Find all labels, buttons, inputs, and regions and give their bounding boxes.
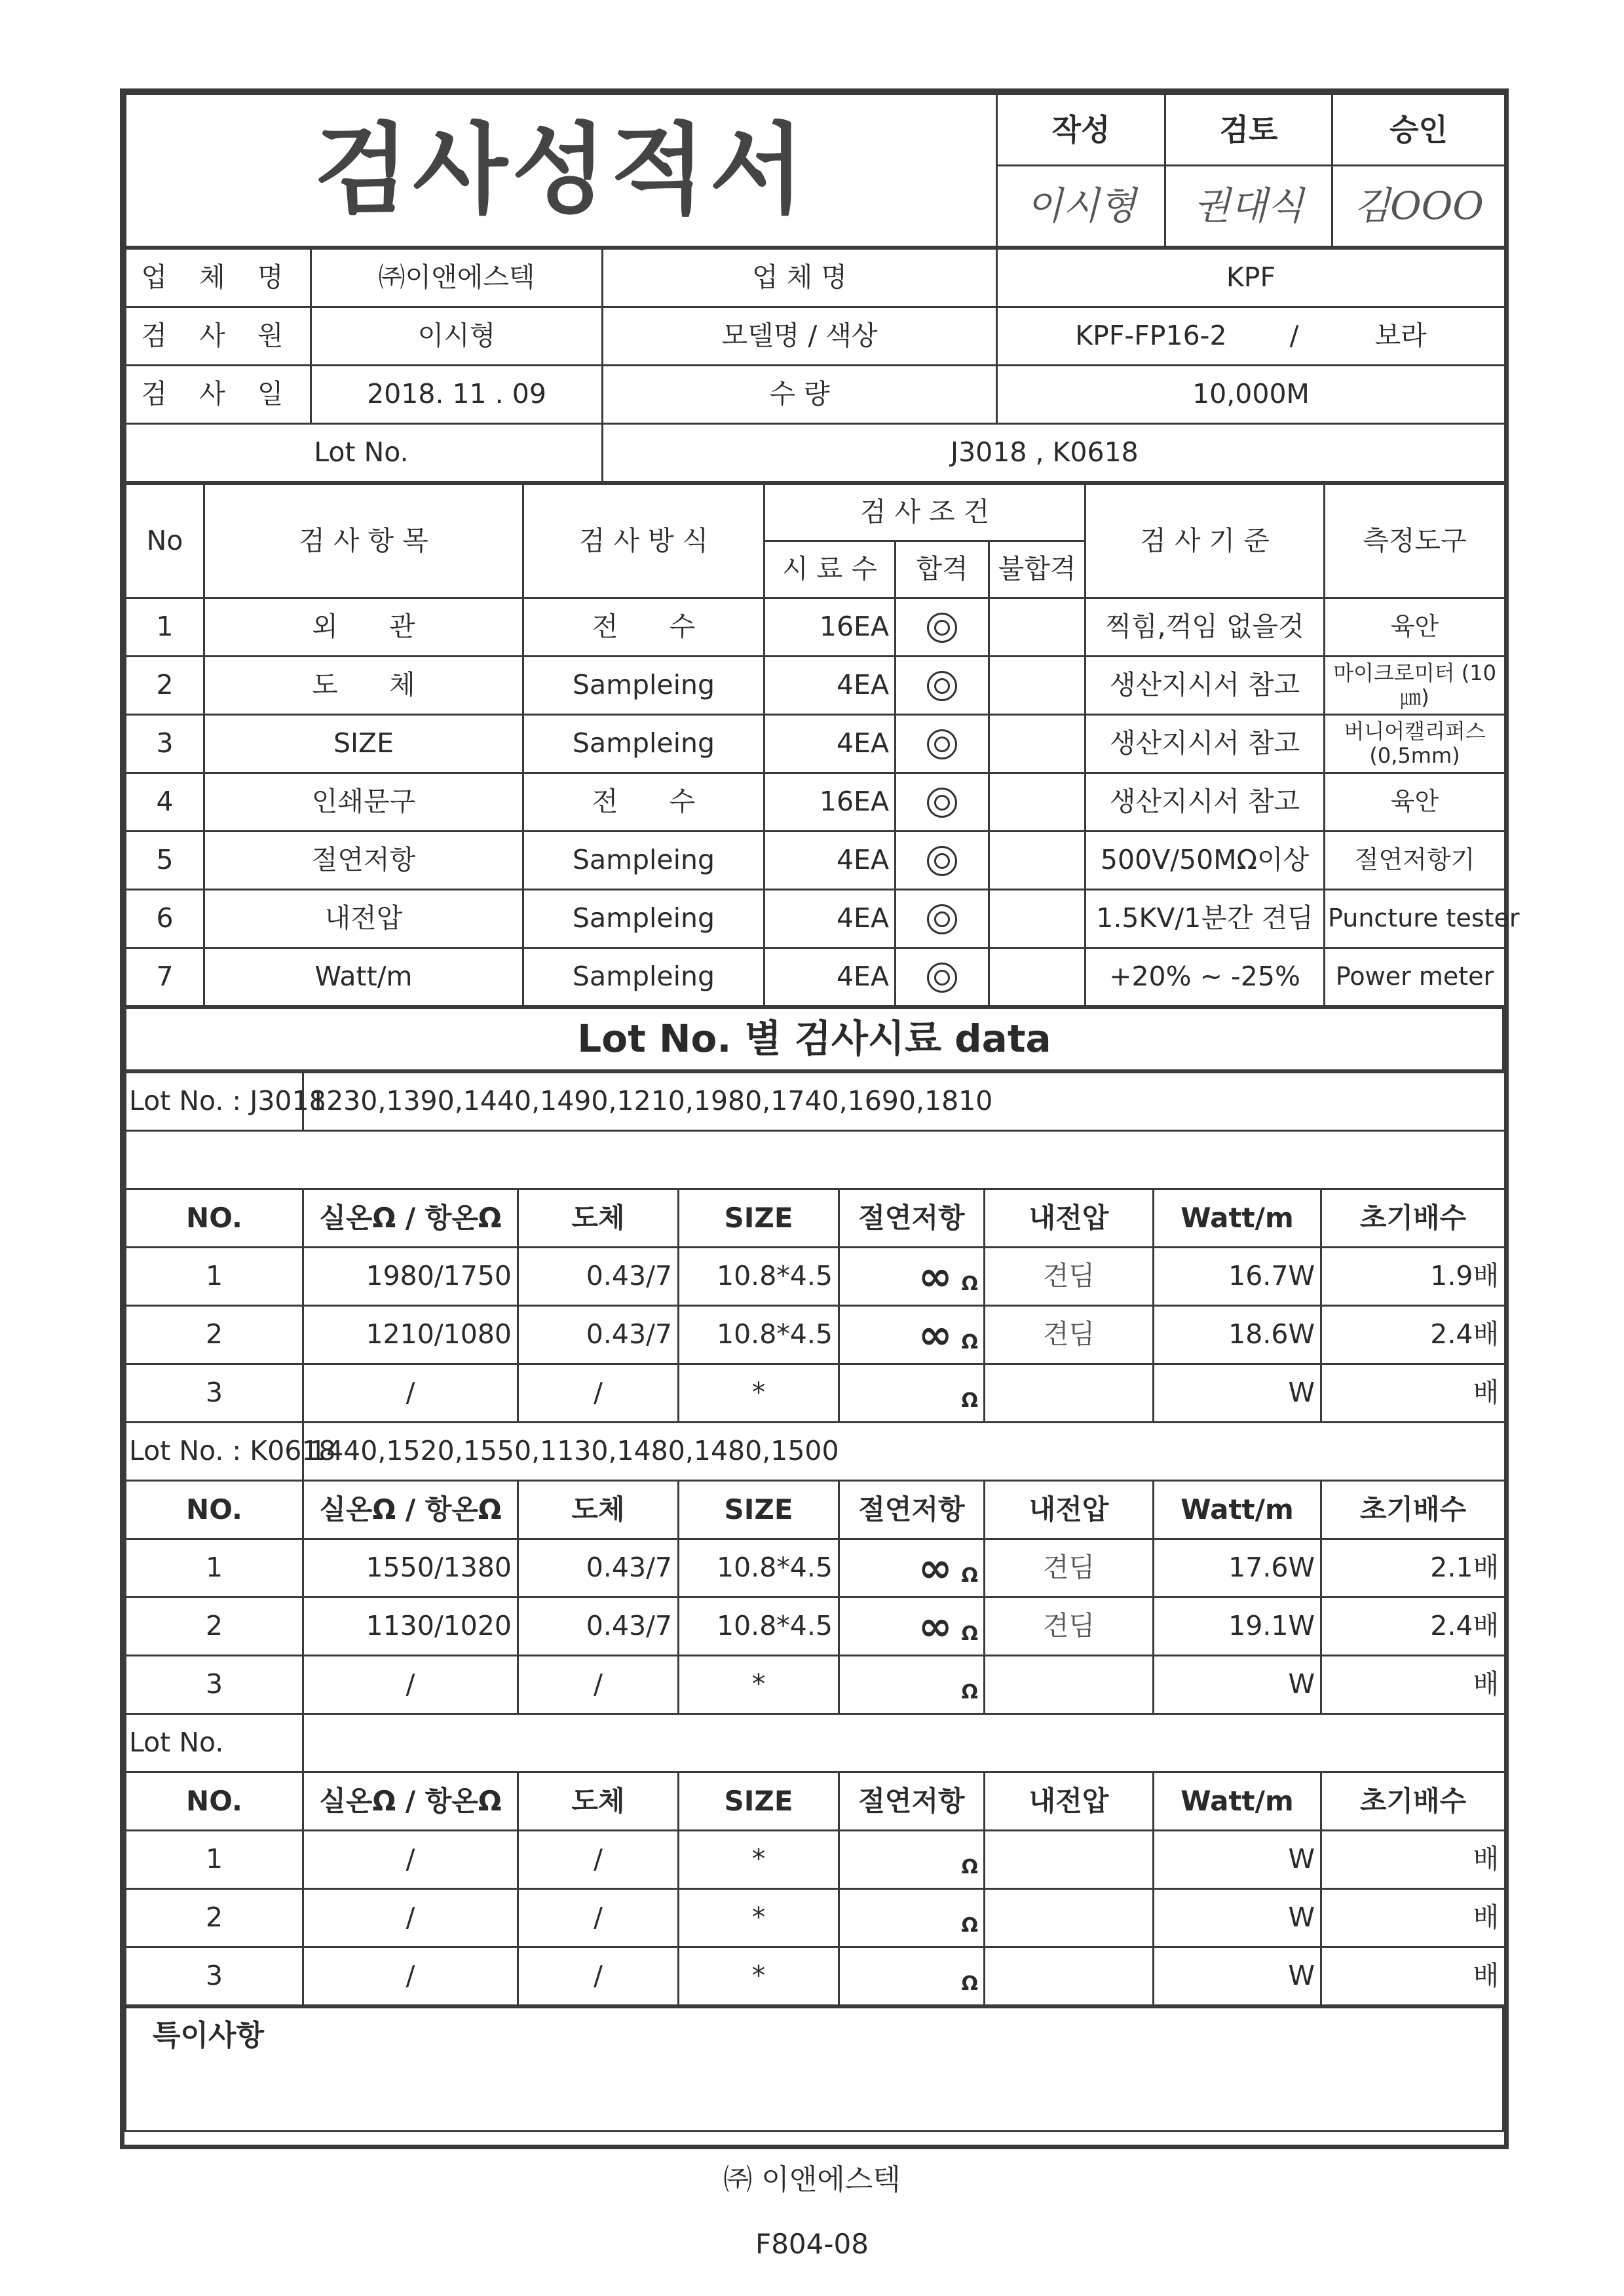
- header-watt: Watt/m: [1154, 1772, 1321, 1831]
- data-header-row: [126, 1772, 1505, 1831]
- info-table: [124, 248, 1506, 483]
- data-size: *: [679, 1889, 839, 1947]
- inspection-row: [126, 773, 1505, 832]
- row-pass-cell: [896, 598, 989, 657]
- data-factor: 2.4배: [1321, 1306, 1505, 1364]
- data-watt: 17.6W: [1154, 1539, 1321, 1598]
- infinity-symbol: ∞: [918, 1310, 953, 1358]
- data-row: [126, 1947, 1505, 2006]
- row-samples: 16EA: [765, 773, 896, 832]
- approval-label-author: 작성: [997, 94, 1165, 166]
- row-samples: 4EA: [765, 715, 896, 773]
- row-standard: 생산지시서 참고: [1086, 657, 1325, 715]
- header-conductor: 도체: [518, 1772, 679, 1831]
- row-pass-cell: [896, 773, 989, 832]
- row-standard: 생산지시서 참고: [1086, 773, 1325, 832]
- data-factor: 1.9배: [1321, 1248, 1505, 1306]
- quantity-value: 10,000M: [997, 366, 1505, 424]
- double-circle-icon: [927, 904, 957, 934]
- data-conductor: /: [518, 1947, 679, 2006]
- header-resist: 실온Ω / 항온Ω: [303, 1189, 518, 1248]
- data-insulation: [839, 1831, 985, 1889]
- ohm-unit: Ω: [961, 1272, 978, 1295]
- data-row: [126, 1656, 1505, 1714]
- data-no: 1: [126, 1831, 303, 1889]
- row-method: Sampleing: [523, 657, 765, 715]
- blank-row: [126, 1131, 1505, 1189]
- header-watt: Watt/m: [1154, 1481, 1321, 1539]
- data-no: 2: [126, 1889, 303, 1947]
- data-resist: 1550/1380: [303, 1539, 518, 1598]
- col-pass: 합격: [896, 541, 989, 598]
- row-item: 도 체: [204, 657, 523, 715]
- row-fail-cell: [989, 657, 1086, 715]
- inspection-row: [126, 715, 1505, 773]
- row-method: Sampleing: [523, 948, 765, 1006]
- data-watt: W: [1154, 1364, 1321, 1423]
- data-conductor: 0.43/7: [518, 1248, 679, 1306]
- data-size: 10.8*4.5: [679, 1306, 839, 1364]
- row-item: 절연저항: [204, 832, 523, 890]
- model-color: 보라: [1374, 320, 1427, 352]
- data-withstand: [985, 1889, 1154, 1947]
- header-withstand: 내전압: [985, 1481, 1154, 1539]
- inspection-row: [126, 832, 1505, 890]
- header-table: [124, 93, 1506, 248]
- lot-value: J3018 , K0618: [603, 424, 1505, 482]
- lot-row: [126, 1714, 1505, 1772]
- row-standard: +20% ~ -25%: [1086, 948, 1325, 1006]
- data-factor: 2.4배: [1321, 1598, 1505, 1656]
- header-conductor: 도체: [518, 1189, 679, 1248]
- notes-label: 특이사항: [126, 2008, 1503, 2132]
- data-row: [126, 1889, 1505, 1947]
- row-fail-cell: [989, 715, 1086, 773]
- row-samples: 16EA: [765, 598, 896, 657]
- inspection-row: [126, 657, 1505, 715]
- row-pass-cell: [896, 832, 989, 890]
- data-insulation: [839, 1598, 985, 1656]
- row-samples: 4EA: [765, 890, 896, 948]
- row-standard: 500V/50MΩ이상: [1086, 832, 1325, 890]
- footer-company: ㈜ 이앤에스텍: [723, 2163, 901, 2196]
- col-method: 검 사 방 식: [523, 484, 765, 598]
- header-resist: 실온Ω / 항온Ω: [303, 1481, 518, 1539]
- row-no: 2: [126, 657, 204, 715]
- data-factor: 배: [1321, 1364, 1505, 1423]
- row-samples: 4EA: [765, 657, 896, 715]
- lot-label: Lot No. : K0618: [126, 1423, 303, 1481]
- row-pass-cell: [896, 948, 989, 1006]
- lot-data-table: [124, 1071, 1506, 2006]
- model-value: [997, 307, 1505, 366]
- inspection-table: [124, 483, 1520, 1007]
- data-no: 3: [126, 1947, 303, 2006]
- data-factor: 2.1배: [1321, 1539, 1505, 1598]
- row-fail-cell: [989, 832, 1086, 890]
- double-circle-icon: [927, 671, 957, 701]
- data-factor: 배: [1321, 1831, 1505, 1889]
- lot-label: Lot No.: [126, 424, 603, 482]
- ohm-unit: Ω: [961, 1622, 978, 1645]
- col-standard: 검 사 기 준: [1086, 484, 1325, 598]
- header-factor: 초기배수: [1321, 1481, 1505, 1539]
- signature-approver: 김OOO: [1332, 166, 1505, 247]
- header-watt: Watt/m: [1154, 1189, 1321, 1248]
- data-no: 1: [126, 1248, 303, 1306]
- col-tool: 측정도구: [1325, 484, 1505, 598]
- data-row: [126, 1539, 1505, 1598]
- lot-label: Lot No. : J3018: [126, 1073, 303, 1131]
- row-no: 6: [126, 890, 204, 948]
- data-insulation: [839, 1947, 985, 2006]
- data-withstand: [985, 1947, 1154, 2006]
- data-size: 10.8*4.5: [679, 1598, 839, 1656]
- data-size: *: [679, 1656, 839, 1714]
- ohm-unit: Ω: [961, 1388, 978, 1412]
- data-withstand: 견딤: [985, 1248, 1154, 1306]
- data-watt: W: [1154, 1831, 1321, 1889]
- header-size: SIZE: [679, 1772, 839, 1831]
- data-row: [126, 1831, 1505, 1889]
- inspection-row: [126, 598, 1505, 657]
- row-tool: 육안: [1325, 773, 1505, 832]
- row-standard: 생산지시서 참고: [1086, 715, 1325, 773]
- ohm-unit: Ω: [961, 1680, 978, 1704]
- ohm-unit: Ω: [961, 1330, 978, 1354]
- data-withstand: [985, 1364, 1154, 1423]
- data-size: *: [679, 1947, 839, 2006]
- lot-values: [303, 1714, 1505, 1772]
- row-fail-cell: [989, 890, 1086, 948]
- notes-table: [124, 2006, 1504, 2132]
- row-no: 1: [126, 598, 204, 657]
- lot-values: 1230,1390,1440,1490,1210,1980,1740,1690,1810: [303, 1073, 1505, 1131]
- form-code: F804-08: [755, 2228, 869, 2260]
- data-watt: W: [1154, 1947, 1321, 2006]
- lot-label: Lot No.: [126, 1714, 303, 1772]
- row-item: 내전압: [204, 890, 523, 948]
- ohm-unit: Ω: [961, 1972, 978, 1995]
- header-conductor: 도체: [518, 1481, 679, 1539]
- row-samples: 4EA: [765, 832, 896, 890]
- customer-label: 업 체 명: [603, 249, 997, 307]
- data-row: [126, 1364, 1505, 1423]
- row-fail-cell: [989, 598, 1086, 657]
- header-no: NO.: [126, 1772, 303, 1831]
- data-no: 2: [126, 1306, 303, 1364]
- data-insulation: [839, 1539, 985, 1598]
- row-tool: 마이크로미터 (10㎛): [1325, 657, 1505, 715]
- lot-data-section: [124, 1007, 1504, 1071]
- infinity-symbol: ∞: [918, 1543, 953, 1592]
- data-insulation: [839, 1889, 985, 1947]
- header-no: NO.: [126, 1481, 303, 1539]
- data-row: [126, 1248, 1505, 1306]
- data-size: *: [679, 1364, 839, 1423]
- data-watt: W: [1154, 1656, 1321, 1714]
- inspection-row: [126, 948, 1505, 1006]
- lot-values: 1440,1520,1550,1130,1480,1480,1500: [303, 1423, 1505, 1481]
- infinity-symbol: ∞: [918, 1601, 953, 1650]
- signature-reviewer: 권대식: [1165, 166, 1332, 247]
- data-watt: 19.1W: [1154, 1598, 1321, 1656]
- data-conductor: 0.43/7: [518, 1539, 679, 1598]
- header-resist: 실온Ω / 항온Ω: [303, 1772, 518, 1831]
- header-insulation: 절연저항: [839, 1481, 985, 1539]
- data-no: 3: [126, 1364, 303, 1423]
- data-insulation: [839, 1656, 985, 1714]
- row-method: 전 수: [523, 598, 765, 657]
- data-factor: 배: [1321, 1889, 1505, 1947]
- data-conductor: 0.43/7: [518, 1306, 679, 1364]
- data-no: 2: [126, 1598, 303, 1656]
- blank-cell: [126, 1131, 1505, 1189]
- row-fail-cell: [989, 948, 1086, 1006]
- header-size: SIZE: [679, 1481, 839, 1539]
- data-no: 1: [126, 1539, 303, 1598]
- data-factor: 배: [1321, 1947, 1505, 2006]
- header-insulation: 절연저항: [839, 1772, 985, 1831]
- inspection-report-frame: [120, 88, 1520, 2149]
- approval-label-reviewer: 검토: [1165, 94, 1332, 166]
- row-item: Watt/m: [204, 948, 523, 1006]
- data-withstand: 견딤: [985, 1306, 1154, 1364]
- data-factor: 배: [1321, 1656, 1505, 1714]
- data-conductor: /: [518, 1364, 679, 1423]
- header-factor: 초기배수: [1321, 1189, 1505, 1248]
- data-resist: 1210/1080: [303, 1306, 518, 1364]
- ohm-unit: Ω: [961, 1855, 978, 1879]
- data-resist: /: [303, 1364, 518, 1423]
- supplier-label: 업 체 명: [126, 249, 311, 307]
- data-withstand: 견딤: [985, 1598, 1154, 1656]
- col-conditions: 검 사 조 건: [765, 484, 1086, 541]
- quantity-label: 수 량: [603, 366, 997, 424]
- lot-row: [126, 1073, 1505, 1131]
- date-value: 2018. 11 . 09: [311, 366, 603, 424]
- data-row: [126, 1306, 1505, 1364]
- data-resist: 1130/1020: [303, 1598, 518, 1656]
- row-tool: Power meter: [1325, 948, 1505, 1006]
- col-samples: 시 료 수: [765, 541, 896, 598]
- row-tool: 버니어캘리퍼스 (0,5mm): [1325, 715, 1505, 773]
- data-header-row: [126, 1481, 1505, 1539]
- data-no: 3: [126, 1656, 303, 1714]
- date-label: 검 사 일: [126, 366, 311, 424]
- data-conductor: /: [518, 1831, 679, 1889]
- row-item: SIZE: [204, 715, 523, 773]
- double-circle-icon: [927, 613, 957, 643]
- model-separator: /: [1289, 320, 1299, 352]
- row-standard: 찍힘,꺽임 없을것: [1086, 598, 1325, 657]
- data-watt: 18.6W: [1154, 1306, 1321, 1364]
- row-no: 7: [126, 948, 204, 1006]
- row-pass-cell: [896, 657, 989, 715]
- supplier-value: ㈜이앤에스텍: [311, 249, 603, 307]
- data-insulation: [839, 1306, 985, 1364]
- data-withstand: 견딤: [985, 1539, 1154, 1598]
- data-resist: 1980/1750: [303, 1248, 518, 1306]
- data-withstand: [985, 1831, 1154, 1889]
- row-pass-cell: [896, 715, 989, 773]
- data-watt: 16.7W: [1154, 1248, 1321, 1306]
- ohm-unit: Ω: [961, 1563, 978, 1587]
- infinity-symbol: ∞: [918, 1252, 953, 1300]
- data-withstand: [985, 1656, 1154, 1714]
- row-fail-cell: [989, 773, 1086, 832]
- data-header-row: [126, 1189, 1505, 1248]
- header-withstand: 내전압: [985, 1189, 1154, 1248]
- customer-value: KPF: [997, 249, 1505, 307]
- data-resist: /: [303, 1947, 518, 2006]
- data-size: 10.8*4.5: [679, 1248, 839, 1306]
- model-label: 모델명 / 색상: [603, 307, 997, 366]
- row-no: 4: [126, 773, 204, 832]
- double-circle-icon: [927, 963, 957, 993]
- data-watt: W: [1154, 1889, 1321, 1947]
- col-no: No: [126, 484, 204, 598]
- row-standard: 1.5KV/1분간 견딤: [1086, 890, 1325, 948]
- row-tool: 육안: [1325, 598, 1505, 657]
- row-method: Sampleing: [523, 890, 765, 948]
- header-no: NO.: [126, 1189, 303, 1248]
- data-insulation: [839, 1364, 985, 1423]
- double-circle-icon: [927, 846, 957, 876]
- row-no: 5: [126, 832, 204, 890]
- data-resist: /: [303, 1889, 518, 1947]
- ohm-unit: Ω: [961, 1913, 978, 1937]
- data-conductor: 0.43/7: [518, 1598, 679, 1656]
- header-size: SIZE: [679, 1189, 839, 1248]
- row-method: 전 수: [523, 773, 765, 832]
- inspection-row: [126, 890, 1505, 948]
- row-samples: 4EA: [765, 948, 896, 1006]
- header-withstand: 내전압: [985, 1772, 1154, 1831]
- approval-label-approver: 승인: [1332, 94, 1505, 166]
- data-conductor: /: [518, 1656, 679, 1714]
- double-circle-icon: [927, 729, 957, 759]
- double-circle-icon: [927, 788, 957, 818]
- signature-author: 이시형: [997, 166, 1165, 247]
- col-fail: 불합격: [989, 541, 1086, 598]
- data-size: 10.8*4.5: [679, 1539, 839, 1598]
- row-pass-cell: [896, 890, 989, 948]
- row-tool: 절연저항기: [1325, 832, 1505, 890]
- data-conductor: /: [518, 1889, 679, 1947]
- row-item: 외 관: [204, 598, 523, 657]
- model-name: KPF-FP16-2: [1075, 320, 1227, 352]
- inspector-value: 이시형: [311, 307, 603, 366]
- row-item: 인쇄문구: [204, 773, 523, 832]
- header-factor: 초기배수: [1321, 1772, 1505, 1831]
- data-insulation: [839, 1248, 985, 1306]
- row-tool: Puncture tester: [1325, 890, 1505, 948]
- data-row: [126, 1598, 1505, 1656]
- row-no: 3: [126, 715, 204, 773]
- section-title: Lot No. 별 검사시료 data: [126, 1008, 1503, 1071]
- row-method: Sampleing: [523, 832, 765, 890]
- data-resist: /: [303, 1656, 518, 1714]
- data-size: *: [679, 1831, 839, 1889]
- lot-row: [126, 1423, 1505, 1481]
- inspector-label: 검 사 원: [126, 307, 311, 366]
- document-title: 검사성적서: [126, 94, 997, 247]
- header-insulation: 절연저항: [839, 1189, 985, 1248]
- col-item: 검 사 항 목: [204, 484, 523, 598]
- row-method: Sampleing: [523, 715, 765, 773]
- data-resist: /: [303, 1831, 518, 1889]
